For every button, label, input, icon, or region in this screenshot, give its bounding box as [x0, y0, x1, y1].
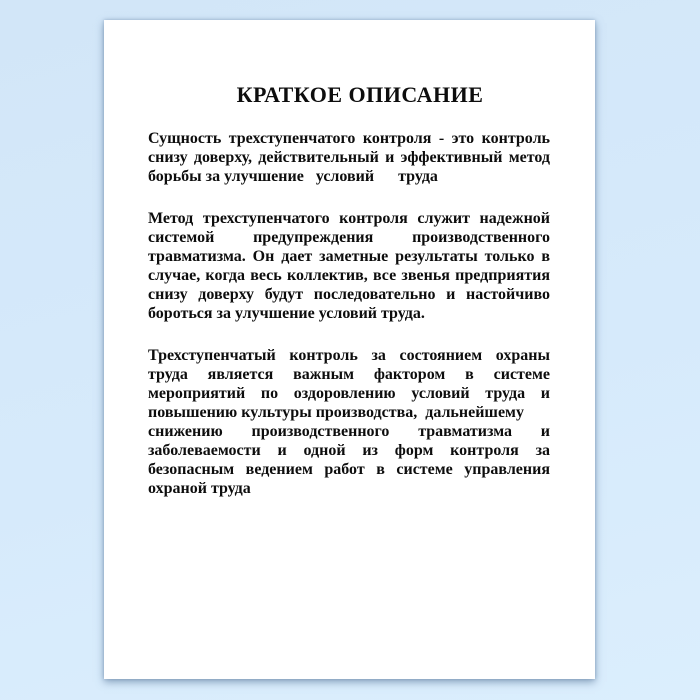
text-line: системой предупреждения производственного: [148, 229, 550, 246]
text-line: травматизма. Он дает заметные результаты только в: [148, 248, 550, 265]
text-line: охраной труда: [148, 480, 251, 497]
text-line: снизу доверху будут последовательно и настойчиво: [148, 286, 550, 303]
page-title: КРАТКОЕ ОПИСАНИЕ: [236, 82, 484, 107]
paragraph-3: [148, 346, 550, 498]
text-line: Метод трехступенчатого контроля служит надежной: [148, 210, 550, 227]
paragraph-2: [148, 209, 550, 323]
text-line: снизу доверху, действительный и эффективный метод: [148, 149, 550, 166]
document-page: [104, 20, 595, 679]
text-line: повышению культуры производства, дальнейшему: [148, 404, 524, 421]
text-line: снижению производственного травматизма и: [148, 423, 550, 440]
text-line: борьбы за улучшение условий труда: [148, 168, 438, 185]
text-line: случае, когда весь коллектив, все звенья предприятия: [148, 267, 550, 284]
text-line: безопасным ведением работ в системе управления: [148, 461, 550, 478]
text-line: Сущность трехступенчатого контроля - это контроль: [148, 130, 550, 147]
text-line: бороться за улучшение условий труда.: [148, 305, 425, 322]
text-line: заболеваемости и одной из форм контроля за: [148, 442, 550, 459]
text-line: мероприятий по оздоровлению условий труда и: [148, 385, 550, 402]
text-line: Трехступенчатый контроль за состоянием охраны: [148, 347, 550, 364]
text-line: труда является важным фактором в системе: [148, 366, 550, 383]
paragraph-1: [148, 129, 550, 186]
